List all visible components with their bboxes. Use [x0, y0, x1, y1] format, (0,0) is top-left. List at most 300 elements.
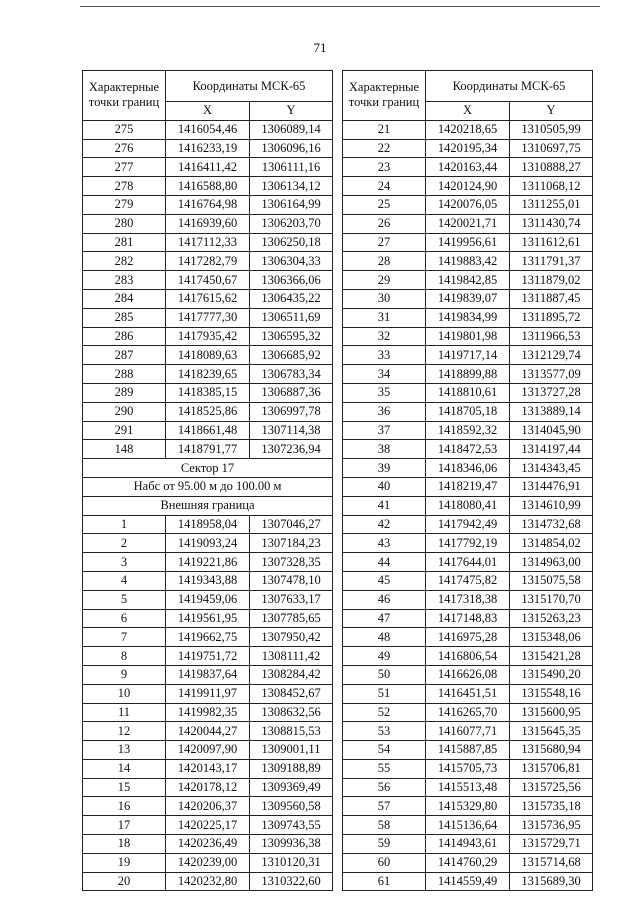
point-number: 4: [83, 571, 166, 590]
coord-y: 1314963,00: [510, 553, 593, 572]
table-row: [343, 609, 593, 628]
coord-y: 1311791,37: [510, 252, 593, 271]
point-number: 277: [83, 158, 166, 177]
point-number: 21: [343, 120, 426, 139]
coord-x: 1417148,83: [426, 609, 510, 628]
coord-y: 1307236,94: [250, 440, 333, 459]
point-number: 276: [83, 139, 166, 158]
coord-y: 1311887,45: [510, 289, 593, 308]
table-row: [343, 214, 593, 233]
point-number: 148: [83, 440, 166, 459]
x-header: X: [426, 102, 510, 121]
point-number: 16: [83, 797, 166, 816]
coord-y: 1311966,53: [510, 327, 593, 346]
point-number: 53: [343, 722, 426, 741]
coord-y: 1306685,92: [250, 346, 333, 365]
point-number: 285: [83, 308, 166, 327]
coord-y: 1314610,99: [510, 496, 593, 515]
point-number: 40: [343, 477, 426, 496]
coord-y: 1309188,89: [250, 759, 333, 778]
coord-y: 1314476,91: [510, 477, 593, 496]
coord-y: 1307184,23: [250, 534, 333, 553]
coord-x: 1416411,42: [166, 158, 250, 177]
table-row: [343, 252, 593, 271]
coord-x: 1419561,95: [166, 609, 250, 628]
height-range: Набс от 95.00 м до 100.00 м: [83, 477, 333, 496]
coord-x: 1416975,28: [426, 628, 510, 647]
coord-x: 1419982,35: [166, 703, 250, 722]
table-row: [343, 684, 593, 703]
coord-x: 1418219,47: [426, 477, 510, 496]
point-number: 10: [83, 684, 166, 703]
coord-x: 1420178,12: [166, 778, 250, 797]
point-number: 12: [83, 722, 166, 741]
coord-x: 1419751,72: [166, 647, 250, 666]
coord-y: 1309560,58: [250, 797, 333, 816]
point-number: 291: [83, 421, 166, 440]
x-header: X: [166, 102, 250, 121]
table-row: [343, 327, 593, 346]
coord-y: 1306111,16: [250, 158, 333, 177]
coord-y: 1309369,49: [250, 778, 333, 797]
point-number: 11: [83, 703, 166, 722]
coord-x: 1416588,80: [166, 177, 250, 196]
point-number: 30: [343, 289, 426, 308]
table-row: [343, 515, 593, 534]
coord-x: 1419662,75: [166, 628, 250, 647]
coord-y: 1309743,55: [250, 816, 333, 835]
point-number: 287: [83, 346, 166, 365]
table-row: [343, 534, 593, 553]
coord-y: 1315348,06: [510, 628, 593, 647]
coord-y: 1307328,35: [250, 553, 333, 572]
coord-x: 1420076,05: [426, 195, 510, 214]
point-number: 29: [343, 271, 426, 290]
table-row: [83, 327, 333, 346]
point-number: 286: [83, 327, 166, 346]
table-row: [343, 665, 593, 684]
page-number: 71: [313, 40, 327, 55]
point-number: 6: [83, 609, 166, 628]
coord-y: 1315421,28: [510, 647, 593, 666]
coord-x: 1419343,88: [166, 571, 250, 590]
point-number: 57: [343, 797, 426, 816]
table-row: [343, 797, 593, 816]
coord-x: 1417644,01: [426, 553, 510, 572]
table-row: [343, 158, 593, 177]
coord-x: 1418958,04: [166, 515, 250, 534]
coord-x: 1418791,77: [166, 440, 250, 459]
coord-y: 1315263,23: [510, 609, 593, 628]
coord-x: 1420021,71: [426, 214, 510, 233]
table-row: [83, 271, 333, 290]
table-row: [83, 177, 333, 196]
coord-y: 1315680,94: [510, 741, 593, 760]
table-row: [343, 139, 593, 158]
sector-title: Сектор 17: [83, 459, 333, 478]
point-number: 49: [343, 647, 426, 666]
coord-x: 1418810,61: [426, 383, 510, 402]
coord-y: 1315600,95: [510, 703, 593, 722]
point-number: 27: [343, 233, 426, 252]
coord-y: 1307046,27: [250, 515, 333, 534]
coord-y: 1308815,53: [250, 722, 333, 741]
table-row: [343, 872, 593, 891]
coord-x: 1417792,19: [426, 534, 510, 553]
coords-header: Координаты МСК-65: [426, 71, 593, 102]
coord-x: 1419837,64: [166, 665, 250, 684]
coord-y: 1315729,71: [510, 835, 593, 854]
point-number: 35: [343, 383, 426, 402]
table-row: [343, 195, 593, 214]
coord-y: 1306164,99: [250, 195, 333, 214]
table-row: [83, 741, 333, 760]
coord-y: 1310505,99: [510, 120, 593, 139]
coord-x: 1419801,98: [426, 327, 510, 346]
coord-x: 1420206,37: [166, 797, 250, 816]
coord-x: 1418080,41: [426, 496, 510, 515]
point-number: 13: [83, 741, 166, 760]
point-number: 289: [83, 383, 166, 402]
point-number: 280: [83, 214, 166, 233]
table-row: [83, 553, 333, 572]
coordinates-table-left: [82, 70, 333, 891]
point-number: 47: [343, 609, 426, 628]
coord-x: 1419839,07: [426, 289, 510, 308]
point-number: 278: [83, 177, 166, 196]
coord-x: 1416451,51: [426, 684, 510, 703]
table-row: [83, 346, 333, 365]
coord-y: 1310697,75: [510, 139, 593, 158]
table-row: [343, 289, 593, 308]
point-number: 28: [343, 252, 426, 271]
coord-y: 1315706,81: [510, 759, 593, 778]
table-row: [83, 759, 333, 778]
point-number: 45: [343, 571, 426, 590]
point-number: 44: [343, 553, 426, 572]
coord-x: 1419842,85: [426, 271, 510, 290]
coord-x: 1418661,48: [166, 421, 250, 440]
point-number: 34: [343, 365, 426, 384]
point-number: 9: [83, 665, 166, 684]
table-row: [83, 534, 333, 553]
table-row: [83, 214, 333, 233]
table-row: [343, 553, 593, 572]
coord-x: 1416233,19: [166, 139, 250, 158]
coord-y: 1315714,68: [510, 853, 593, 872]
coord-x: 1417282,79: [166, 252, 250, 271]
coord-x: 1417777,30: [166, 308, 250, 327]
coord-y: 1315736,95: [510, 816, 593, 835]
coord-y: 1315645,35: [510, 722, 593, 741]
coord-x: 1419093,24: [166, 534, 250, 553]
table-row: [343, 571, 593, 590]
table-row: [83, 665, 333, 684]
coord-x: 1418385,15: [166, 383, 250, 402]
coord-y: 1306134,12: [250, 177, 333, 196]
coord-x: 1415705,73: [426, 759, 510, 778]
table-row: [343, 120, 593, 139]
point-number: 8: [83, 647, 166, 666]
point-number: 288: [83, 365, 166, 384]
table-row: [343, 759, 593, 778]
coord-x: 1415887,85: [426, 741, 510, 760]
coord-y: 1313889,14: [510, 402, 593, 421]
coord-x: 1417615,62: [166, 289, 250, 308]
coord-y: 1314732,68: [510, 515, 593, 534]
coord-x: 1420143,17: [166, 759, 250, 778]
table-row: [343, 346, 593, 365]
coord-y: 1307633,17: [250, 590, 333, 609]
table-row: [83, 365, 333, 384]
coord-y: 1309001,11: [250, 741, 333, 760]
coord-y: 1306435,22: [250, 289, 333, 308]
point-number: 17: [83, 816, 166, 835]
table-row: [343, 383, 593, 402]
coord-y: 1306089,14: [250, 120, 333, 139]
coord-y: 1308284,42: [250, 665, 333, 684]
coord-y: 1311879,02: [510, 271, 593, 290]
coord-x: 1416626,08: [426, 665, 510, 684]
coord-x: 1417318,38: [426, 590, 510, 609]
coord-x: 1416265,70: [426, 703, 510, 722]
coord-x: 1419911,97: [166, 684, 250, 703]
coord-y: 1307114,38: [250, 421, 333, 440]
coord-x: 1417112,33: [166, 233, 250, 252]
table-row: [83, 722, 333, 741]
table-row: [83, 684, 333, 703]
point-number: 42: [343, 515, 426, 534]
table-row: [83, 872, 333, 891]
coord-x: 1417935,42: [166, 327, 250, 346]
table-row: [343, 741, 593, 760]
coord-x: 1417450,67: [166, 271, 250, 290]
coord-y: 1314343,45: [510, 459, 593, 478]
coord-x: 1417475,82: [426, 571, 510, 590]
table-row: [343, 440, 593, 459]
table-row: [83, 778, 333, 797]
coord-x: 1420236,49: [166, 835, 250, 854]
coord-x: 1418239,65: [166, 365, 250, 384]
coord-y: 1306250,18: [250, 233, 333, 252]
table-row: [83, 797, 333, 816]
coord-x: 1415513,48: [426, 778, 510, 797]
coordinates-table-right: [342, 70, 593, 891]
point-number: 55: [343, 759, 426, 778]
point-number: 26: [343, 214, 426, 233]
coord-y: 1308632,56: [250, 703, 333, 722]
coord-y: 1308111,42: [250, 647, 333, 666]
point-number: 37: [343, 421, 426, 440]
coord-y: 1306997,78: [250, 402, 333, 421]
table-row: [83, 853, 333, 872]
coord-x: 1416077,71: [426, 722, 510, 741]
coord-y: 1315725,56: [510, 778, 593, 797]
coord-y: 1315548,16: [510, 684, 593, 703]
coord-x: 1418346,06: [426, 459, 510, 478]
coord-x: 1419717,14: [426, 346, 510, 365]
point-number: 50: [343, 665, 426, 684]
point-number: 3: [83, 553, 166, 572]
point-number: 290: [83, 402, 166, 421]
coord-y: 1314854,02: [510, 534, 593, 553]
point-number: 56: [343, 778, 426, 797]
coord-y: 1306203,70: [250, 214, 333, 233]
coord-y: 1310888,27: [510, 158, 593, 177]
coord-x: 1414559,49: [426, 872, 510, 891]
coord-y: 1308452,67: [250, 684, 333, 703]
coord-y: 1306096,16: [250, 139, 333, 158]
table-row: [343, 853, 593, 872]
coord-y: 1306304,33: [250, 252, 333, 271]
coord-x: 1419956,61: [426, 233, 510, 252]
table-row: [343, 778, 593, 797]
point-number: 282: [83, 252, 166, 271]
coord-x: 1418525,86: [166, 402, 250, 421]
point-number: 5: [83, 590, 166, 609]
table-row: [83, 628, 333, 647]
coord-y: 1314045,90: [510, 421, 593, 440]
point-number: 7: [83, 628, 166, 647]
point-number: 32: [343, 327, 426, 346]
coord-x: 1416806,54: [426, 647, 510, 666]
point-number: 54: [343, 741, 426, 760]
point-number: 24: [343, 177, 426, 196]
table-row: [83, 571, 333, 590]
coord-y: 1307478,10: [250, 571, 333, 590]
point-number: 279: [83, 195, 166, 214]
point-number: 284: [83, 289, 166, 308]
coord-x: 1420232,80: [166, 872, 250, 891]
table-row: [83, 195, 333, 214]
coord-x: 1414760,29: [426, 853, 510, 872]
table-row: [343, 233, 593, 252]
coord-x: 1420225,17: [166, 816, 250, 835]
coord-x: 1416054,46: [166, 120, 250, 139]
coord-x: 1418705,18: [426, 402, 510, 421]
table-row: [343, 421, 593, 440]
coord-x: 1420239,00: [166, 853, 250, 872]
point-number: 38: [343, 440, 426, 459]
y-header: Y: [250, 102, 333, 121]
point-number: 20: [83, 872, 166, 891]
coord-x: 1420218,65: [426, 120, 510, 139]
coord-y: 1315490,20: [510, 665, 593, 684]
table-row: [83, 703, 333, 722]
coord-y: 1306783,34: [250, 365, 333, 384]
table-row: [343, 835, 593, 854]
coord-x: 1416939,60: [166, 214, 250, 233]
table-row: [83, 383, 333, 402]
coord-y: 1306511,69: [250, 308, 333, 327]
point-number: 48: [343, 628, 426, 647]
coord-y: 1315735,18: [510, 797, 593, 816]
point-number: 33: [343, 346, 426, 365]
point-number: 59: [343, 835, 426, 854]
table-row: [343, 816, 593, 835]
table-row: [343, 177, 593, 196]
table-row: [83, 590, 333, 609]
table-row: [83, 139, 333, 158]
point-number: 2: [83, 534, 166, 553]
points-header: Характерные точки границ: [343, 71, 426, 121]
table-row: [83, 515, 333, 534]
coord-x: 1418899,88: [426, 365, 510, 384]
coord-x: 1414943,61: [426, 835, 510, 854]
table-row: [343, 271, 593, 290]
point-number: 41: [343, 496, 426, 515]
table-row: [343, 365, 593, 384]
point-number: 25: [343, 195, 426, 214]
coord-y: 1306887,36: [250, 383, 333, 402]
point-number: 39: [343, 459, 426, 478]
table-row: [343, 703, 593, 722]
coord-y: 1313577,09: [510, 365, 593, 384]
coord-y: 1306366,06: [250, 271, 333, 290]
point-number: 60: [343, 853, 426, 872]
table-row: [343, 496, 593, 515]
coord-y: 1311612,61: [510, 233, 593, 252]
table-row: [83, 647, 333, 666]
coord-y: 1313727,28: [510, 383, 593, 402]
coord-y: 1315075,58: [510, 571, 593, 590]
coord-y: 1310322,60: [250, 872, 333, 891]
table-row: [343, 590, 593, 609]
point-number: 58: [343, 816, 426, 835]
table-row: [83, 421, 333, 440]
coord-x: 1419883,42: [426, 252, 510, 271]
coord-x: 1416764,98: [166, 195, 250, 214]
point-number: 1: [83, 515, 166, 534]
point-number: 18: [83, 835, 166, 854]
coord-x: 1418592,32: [426, 421, 510, 440]
table-row: [83, 289, 333, 308]
table-row: [83, 233, 333, 252]
coord-y: 1315170,70: [510, 590, 593, 609]
coord-y: 1311255,01: [510, 195, 593, 214]
coord-y: 1307950,42: [250, 628, 333, 647]
coord-y: 1311430,74: [510, 214, 593, 233]
table-row: [343, 308, 593, 327]
table-row: [343, 477, 593, 496]
point-number: 43: [343, 534, 426, 553]
coord-y: 1306595,32: [250, 327, 333, 346]
coord-x: 1418089,63: [166, 346, 250, 365]
point-number: 46: [343, 590, 426, 609]
coord-x: 1419221,86: [166, 553, 250, 572]
point-number: 23: [343, 158, 426, 177]
coord-x: 1420195,34: [426, 139, 510, 158]
table-row: [343, 459, 593, 478]
point-number: 31: [343, 308, 426, 327]
point-number: 275: [83, 120, 166, 139]
table-row: [343, 722, 593, 741]
table-row: [343, 402, 593, 421]
boundary-title: Внешняя граница: [83, 496, 333, 515]
point-number: 22: [343, 139, 426, 158]
coord-y: 1314197,44: [510, 440, 593, 459]
coord-x: 1420124,90: [426, 177, 510, 196]
coord-x: 1415136,64: [426, 816, 510, 835]
table-row: [83, 252, 333, 271]
point-number: 52: [343, 703, 426, 722]
table-row: [343, 628, 593, 647]
point-number: 283: [83, 271, 166, 290]
point-number: 281: [83, 233, 166, 252]
table-row: [83, 308, 333, 327]
point-number: 15: [83, 778, 166, 797]
table-row: [83, 402, 333, 421]
